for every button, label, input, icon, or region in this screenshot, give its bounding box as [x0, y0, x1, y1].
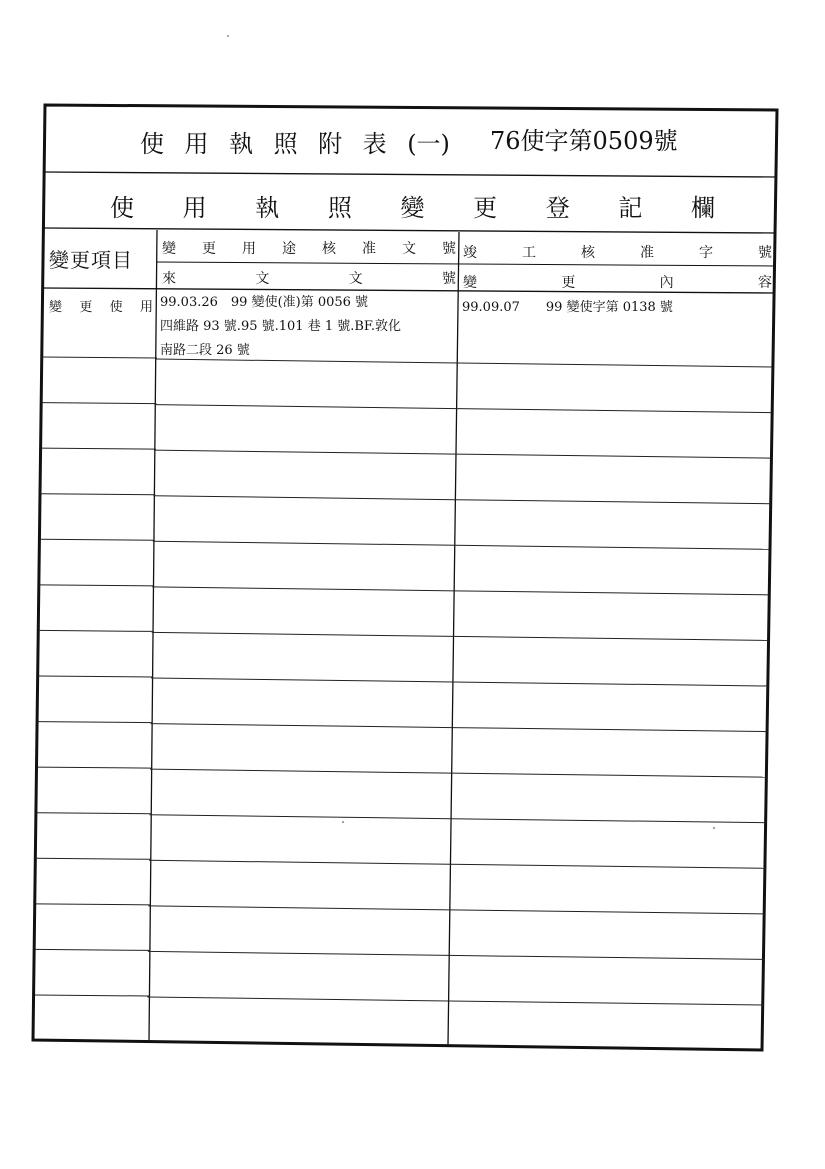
title-char: (一) — [407, 129, 450, 158]
entry-approval-line: 99.03.26 99 變使(准)第 0056 號 — [160, 295, 369, 310]
row-separator — [150, 815, 452, 819]
subtitle-char: 登 — [545, 193, 570, 222]
entry-item-char: 使 — [109, 299, 123, 315]
subtitle-char: 欄 — [691, 193, 715, 222]
header-char: 號 — [442, 241, 456, 257]
row-separator — [38, 722, 153, 723]
header-change-item: 變更項目 — [49, 248, 133, 272]
row-separator — [42, 357, 157, 358]
title-char: 使 — [140, 129, 164, 158]
header-char: 核 — [322, 241, 336, 257]
entry-item-char: 更 — [79, 299, 93, 315]
row-separator — [36, 858, 151, 859]
header-char: 竣 — [463, 245, 477, 261]
row-separator — [147, 997, 448, 1001]
header-char: 號 — [758, 245, 772, 261]
header-char: 核 — [581, 245, 595, 261]
header-char: 更 — [202, 241, 216, 257]
header-char: 文 — [348, 271, 363, 287]
row-separator — [37, 767, 152, 768]
header-change-content — [463, 270, 772, 294]
row-separator — [448, 1001, 763, 1005]
header-char: 文 — [255, 271, 270, 287]
form-subtitle — [110, 188, 715, 222]
header-char: 工 — [522, 245, 536, 261]
row-separator — [34, 995, 149, 996]
row-separator — [452, 728, 767, 732]
row-separator — [457, 409, 771, 413]
header-char: 變 — [162, 241, 176, 257]
row-separator — [39, 585, 154, 586]
title-char: 表 — [362, 129, 387, 158]
header-char: 字 — [699, 245, 713, 261]
row-separator — [40, 494, 155, 495]
row-separator — [153, 496, 456, 500]
row-separator — [40, 539, 155, 540]
entry-item-char: 變 — [49, 299, 63, 315]
license-number: 76使字第0509號 — [490, 127, 678, 155]
header-char: 來 — [162, 271, 176, 287]
row-separator — [41, 403, 156, 404]
row-separator — [454, 636, 769, 640]
subtitle-char: 變 — [400, 193, 425, 222]
header-char: 途 — [282, 241, 296, 257]
subtitle-char: 使 — [110, 193, 134, 222]
row-separator — [151, 724, 453, 728]
entry-address-line-2: 南路二段 26 號 — [160, 343, 250, 358]
row-separator — [151, 678, 453, 682]
row-separator — [149, 860, 450, 864]
row-separator — [152, 587, 454, 591]
row-separator — [458, 363, 772, 367]
header-char: 更 — [561, 275, 576, 291]
row-separator — [449, 955, 764, 959]
header-char: 准 — [362, 241, 376, 257]
row-separator — [455, 545, 769, 549]
form-title — [140, 124, 450, 158]
title-char: 執 — [229, 129, 254, 158]
subtitle-char: 更 — [473, 193, 498, 222]
row-separator — [39, 630, 154, 631]
row-separator — [154, 405, 457, 409]
row-separator — [457, 454, 771, 458]
row-separator — [37, 813, 152, 814]
row-separator — [154, 450, 457, 454]
entry-address-line-1: 四維路 93 號.95 號.101 巷 1 號.BF.敦化 — [160, 319, 402, 334]
row-separator — [450, 864, 765, 868]
header-char: 內 — [659, 275, 674, 291]
row-separator — [455, 591, 770, 595]
entry-item — [49, 294, 153, 316]
row-separator — [41, 448, 156, 449]
header-incoming-doc — [162, 266, 456, 290]
row-separator — [35, 949, 150, 950]
header-char: 容 — [757, 275, 772, 291]
row-separator — [153, 541, 455, 545]
row-separator — [456, 500, 770, 504]
entry-item-char: 用 — [139, 299, 153, 315]
subtitle-char: 記 — [618, 193, 643, 222]
header-char: 准 — [640, 245, 654, 261]
header-char: 號 — [441, 271, 456, 287]
row-separator — [451, 819, 766, 823]
title-char: 照 — [273, 129, 298, 158]
row-separator — [148, 906, 449, 910]
title-char: 附 — [318, 129, 343, 158]
row-separator — [35, 904, 150, 905]
row-separator — [148, 951, 449, 955]
row-separator — [150, 769, 452, 773]
header-char: 文 — [402, 241, 416, 257]
subtitle-char: 照 — [327, 193, 352, 222]
row-separator — [453, 682, 768, 686]
subtitle-char: 用 — [182, 193, 207, 222]
header-char: 變 — [463, 275, 477, 291]
header-completion — [463, 240, 772, 264]
header-char: 用 — [242, 241, 256, 257]
row-separator — [38, 676, 153, 677]
row-separator — [152, 632, 454, 636]
subtitle-char: 執 — [255, 193, 280, 222]
row-separator — [452, 773, 767, 777]
header-approval-doc — [162, 236, 456, 260]
title-char: 用 — [184, 129, 209, 158]
entry-completion-line: 99.09.07 99 變使字第 0138 號 — [462, 300, 673, 315]
row-separator — [450, 910, 765, 914]
